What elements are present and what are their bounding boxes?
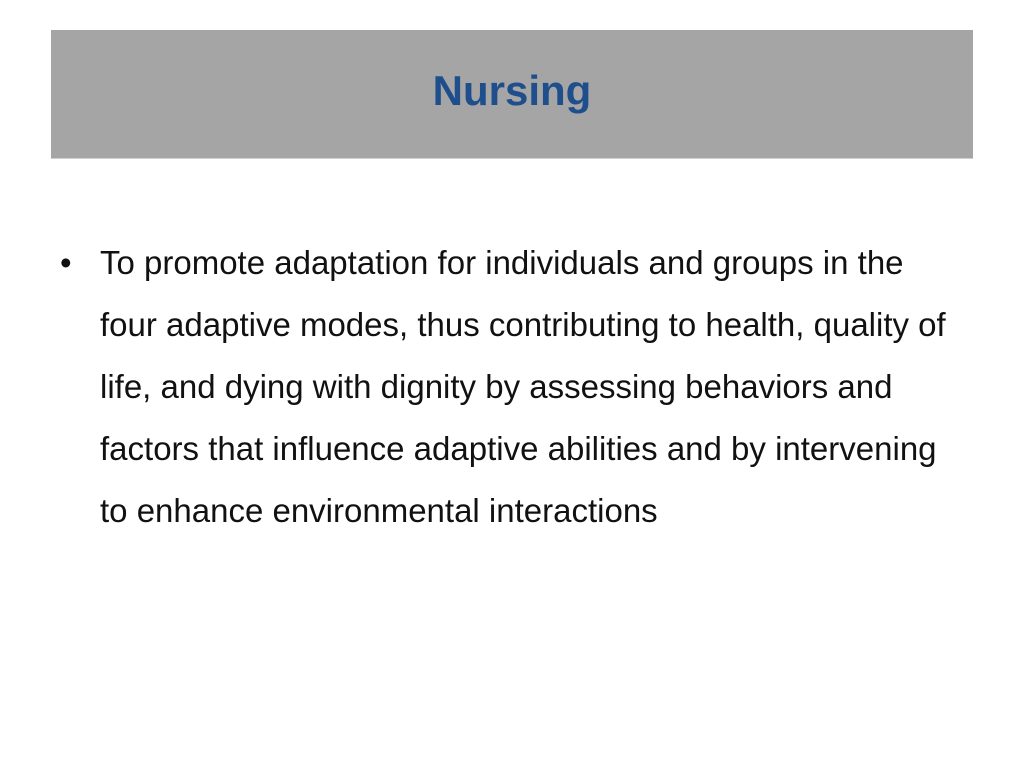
bullet-item [56, 232, 956, 542]
title-bar [51, 30, 973, 159]
bullet-text: To promote adaptation for individuals and groups in the four adaptive modes, thus contributing to health, quality of life, and dying with dignity by assessing behaviors and factors that influence adaptive abilities and by intervening to enhance environmental interactions [100, 244, 946, 529]
bullet-dot-icon: • [60, 244, 72, 281]
bullet-list [56, 232, 956, 542]
slide-title: Nursing [432, 67, 592, 114]
